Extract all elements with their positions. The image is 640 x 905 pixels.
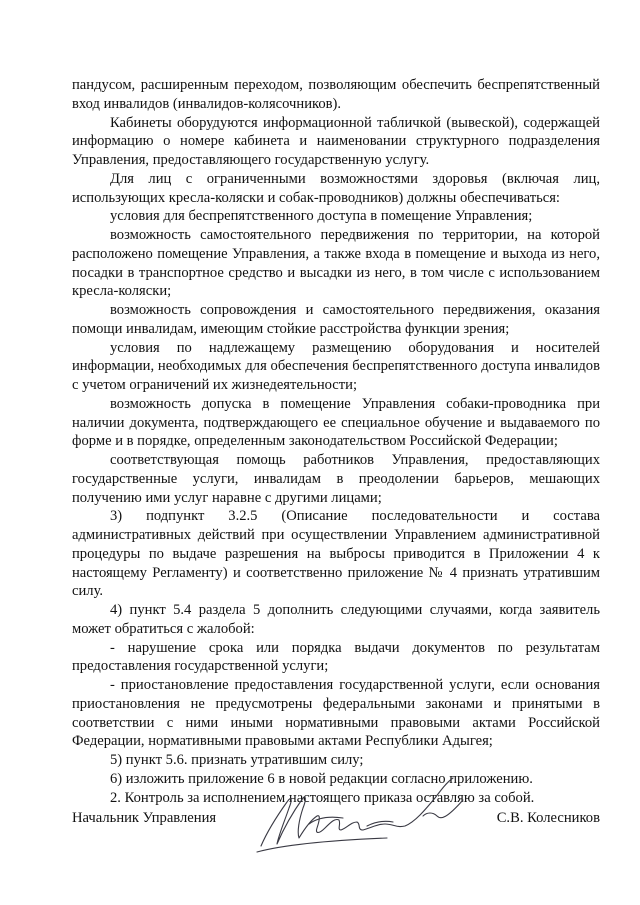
paragraph: возможность допуска в помещение Управления собаки-проводника при наличии документа, подтверждающего ее специальное обучение и выдаваемого по форме и в порядке, определенным законодательством Российской Федерации; (72, 395, 600, 450)
paragraph: 2. Контроль за исполнением настоящего приказа оставляю за собой. (110, 789, 535, 806)
paragraph: 3) подпункт 3.2.5 (Описание последовательности и состава административных действий при осуществлении Управлением административной процедуры по выдаче разрешения на выбросы приводится в Приложении 4 к настоящему Регламенту) и соответственно приложение № 4 признать утратившим силу. (72, 508, 600, 600)
document-body (72, 76, 600, 807)
signer-name: С.В. Колесников (496, 810, 600, 826)
position-title: Начальник Управления (72, 810, 217, 826)
paragraph: - приостановление предоставления государственной услуги, если основания приостановления не предусмотрены федеральными законами и принятыми в соответствии с ними иными нормативными правовыми актами Российской Федерации, нормативными правовыми актами Республики Адыгея; (72, 677, 600, 750)
handwritten-signature (247, 772, 477, 862)
paragraph: возможность самостоятельного передвижения по территории, на которой расположено помещение Управления, а также входа в помещение и выхода из него, посадки в транспортное средство и высадки из него, в том числе с использованием кресла-коляски; (72, 227, 600, 300)
paragraph: условия по надлежащему размещению оборудования и носителей информации, необходимых для обеспечения беспрепятственного доступа инвалидов с учетом ограничений их жизнедеятельности; (72, 339, 600, 393)
paragraph: Кабинеты оборудуются информационной табличкой (вывеской), содержащей информацию о номере кабинета и наименовании структурного подразделения Управления, предоставляющего государственную услугу. (72, 114, 600, 168)
paragraph: 5) пункт 5.6. признать утратившим силу; (110, 752, 364, 768)
paragraph: 4) пункт 5.4 раздела 5 дополнить следующими случаями, когда заявитель может обратиться с жалобой: (72, 602, 600, 637)
paragraph: соответствующая помощь работников Управления, предоставляющих государственные услуги, инвалидам в преодолении барьеров, мешающих получению ими услуг наравне с другими лицами; (72, 452, 600, 506)
paragraph: 6) изложить приложение 6 в новой редакции согласно приложению. (110, 770, 533, 787)
paragraph: Для лиц с ограниченными возможностями здоровья (включая лиц, использующих кресла-коляски и собак-проводников) должны обеспечиваться: (72, 170, 600, 206)
paragraph: - нарушение срока или порядка выдачи документов по результатам предоставления государственной услуги; (72, 639, 600, 675)
signature-block (72, 800, 600, 860)
paragraph: пандусом, расширенным переходом, позволяющим обеспечить беспрепятственный вход инвалидов (инвалидов-колясочников). (72, 77, 600, 112)
paragraph: возможность сопровождения и самостоятельного передвижения, оказания помощи инвалидам, имеющим стойкие расстройства функции зрения; (72, 302, 600, 337)
paragraph: условия для беспрепятственного доступа в помещение Управления; (110, 208, 533, 225)
